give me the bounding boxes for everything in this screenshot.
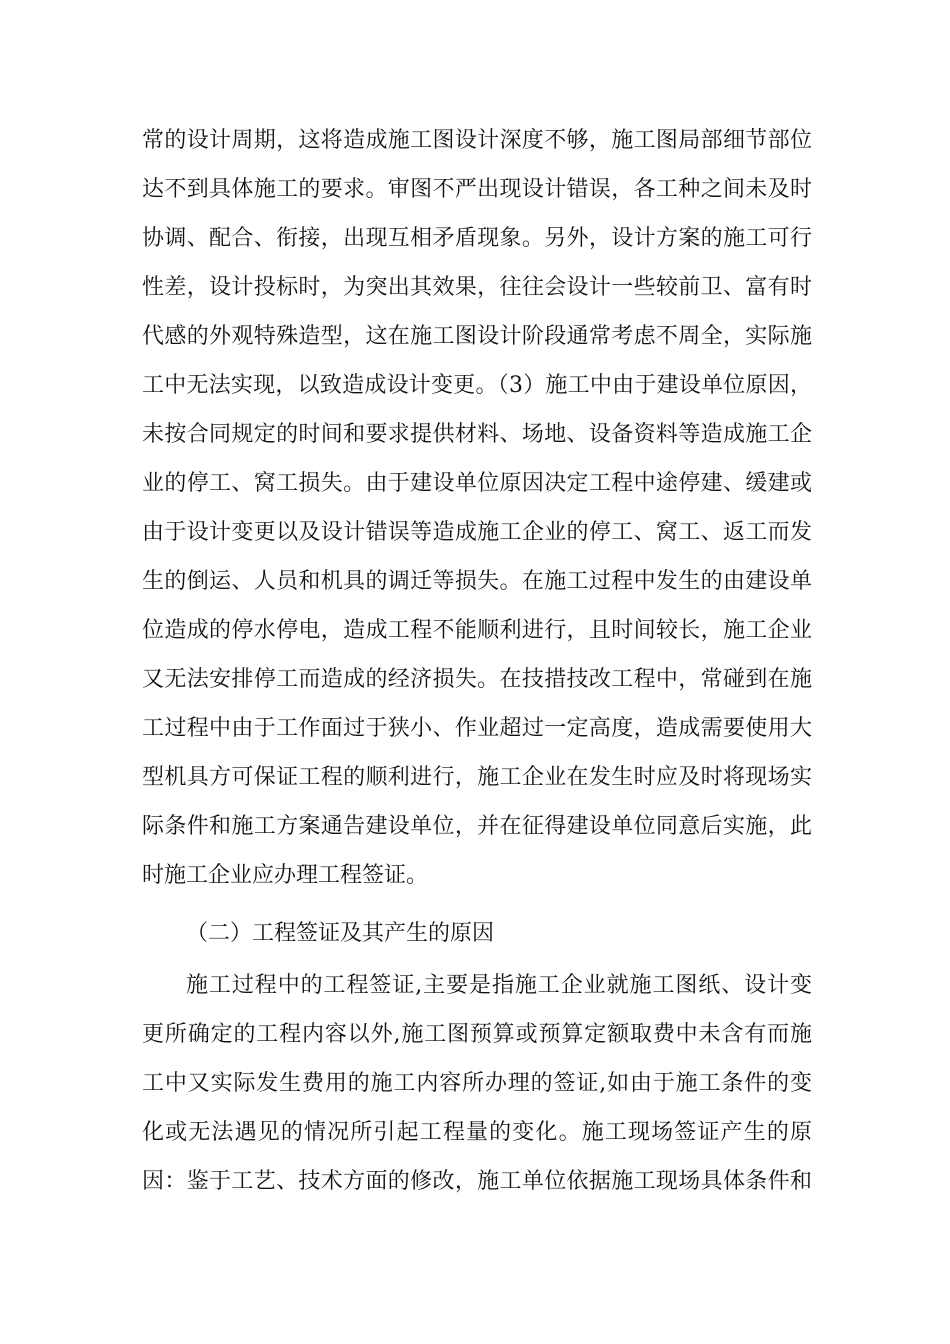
body-line: 工中又实际发生费用的施工内容所办理的签证,如由于施工条件的变 — [142, 1071, 812, 1096]
body-line: 化或无法遇见的情况所引起工程量的变化。施工现场签证产生的原 — [142, 1120, 812, 1145]
body-line: 又无法安排停工而造成的经济损失。在技措技改工程中，常碰到在施 — [142, 667, 812, 692]
body-line: 业的停工、窝工损失。由于建设单位原因决定工程中途停建、缓建或 — [142, 471, 812, 496]
body-line: 因：鉴于工艺、技术方面的修改，施工单位依据施工现场具体条件和 — [142, 1169, 812, 1194]
body-line: 代感的外观特殊造型，这在施工图设计阶段通常考虑不周全，实际施 — [142, 324, 812, 349]
body-line: 未按合同规定的时间和要求提供材料、场地、设备资料等造成施工企 — [142, 422, 812, 447]
body-line: 性差，设计投标时，为突出其效果，往往会设计一些较前卫、富有时 — [142, 275, 812, 300]
body-line: 常的设计周期，这将造成施工图设计深度不够，施工图局部细节部位 — [142, 128, 812, 153]
body-line: 工过程中由于工作面过于狭小、作业超过一定高度，造成需要使用大 — [142, 716, 812, 741]
body-line: 协调、配合、衔接，出现互相矛盾现象。另外，设计方案的施工可行 — [142, 226, 812, 251]
section-heading: （二）工程签证及其产生的原因 — [186, 921, 495, 946]
body-line: 时施工企业应办理工程签证。 — [142, 863, 429, 888]
body-line: 达不到具体施工的要求。审图不严出现设计错误，各工种之间未及时 — [142, 177, 812, 202]
body-line: 更所确定的工程内容以外,施工图预算或预算定额取费中未含有而施 — [142, 1022, 812, 1047]
body-line: 位造成的停水停电，造成工程不能顺利进行，且时间较长，施工企业 — [142, 618, 812, 643]
body-line: 由于设计变更以及设计错误等造成施工企业的停工、窝工、返工而发 — [142, 520, 812, 545]
body-line: 型机具方可保证工程的顺利进行，施工企业在发生时应及时将现场实 — [142, 765, 812, 790]
body-line: 际条件和施工方案通告建设单位，并在征得建设单位同意后实施，此 — [142, 814, 812, 839]
body-line: 生的倒运、人员和机具的调迁等损失。在施工过程中发生的由建设单 — [142, 569, 812, 594]
body-line: 工中无法实现，以致造成设计变更。（3）施工中由于建设单位原因， — [142, 373, 812, 398]
body-line: 施工过程中的工程签证,主要是指施工企业就施工图纸、设计变 — [186, 973, 812, 998]
